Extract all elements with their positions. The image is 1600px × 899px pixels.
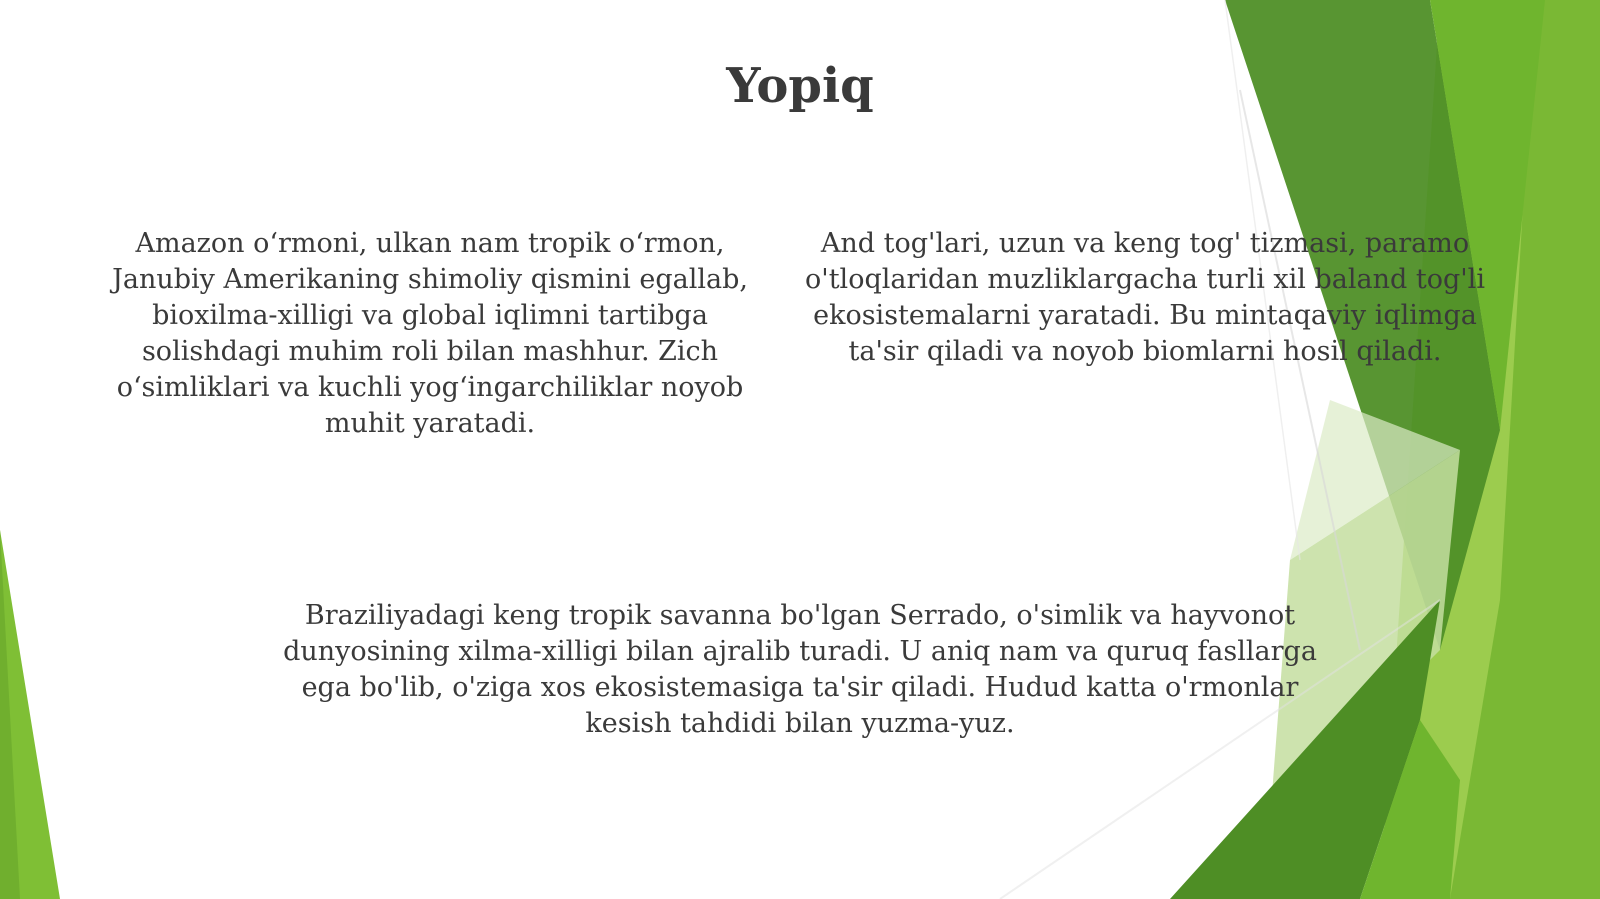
- amazon-paragraph: Amazon o‘rmoni, ulkan nam tropik o‘rmon, Janubiy Amerikaning shimoliy qismini egallab, bioxilma-xilligi va global iqlimni tartibga solishdagi muhim roli bilan mashhur. Zich o‘simliklari va kuchli yog‘ingarchiliklar noyob muhit yaratadi.: [112, 228, 748, 439]
- slide-title: Yopiq: [726, 58, 874, 114]
- cerrado-paragraph: Braziliyadagi keng tropik savanna bo'lgan Serrado, o'simlik va hayvonot dunyosining xilma-xilligi bilan ajralib turadi. U aniq nam va quruq fasllarga ega bo'lib, o'ziga xos ekosistemasiga ta'sir qiladi. Hudud katta o'rmonlar kesish tahdidi bilan yuzma-yuz.: [283, 600, 1317, 739]
- andes-paragraph: And tog'lari, uzun va keng tog' tizmasi, paramo o'tloqlaridan muzliklargacha turli xil baland tog'li ekosistemalarni yaratadi. Bu mintaqaviy iqlimga ta'sir qiladi va noyob biomlarni hosil qiladi.: [805, 228, 1485, 367]
